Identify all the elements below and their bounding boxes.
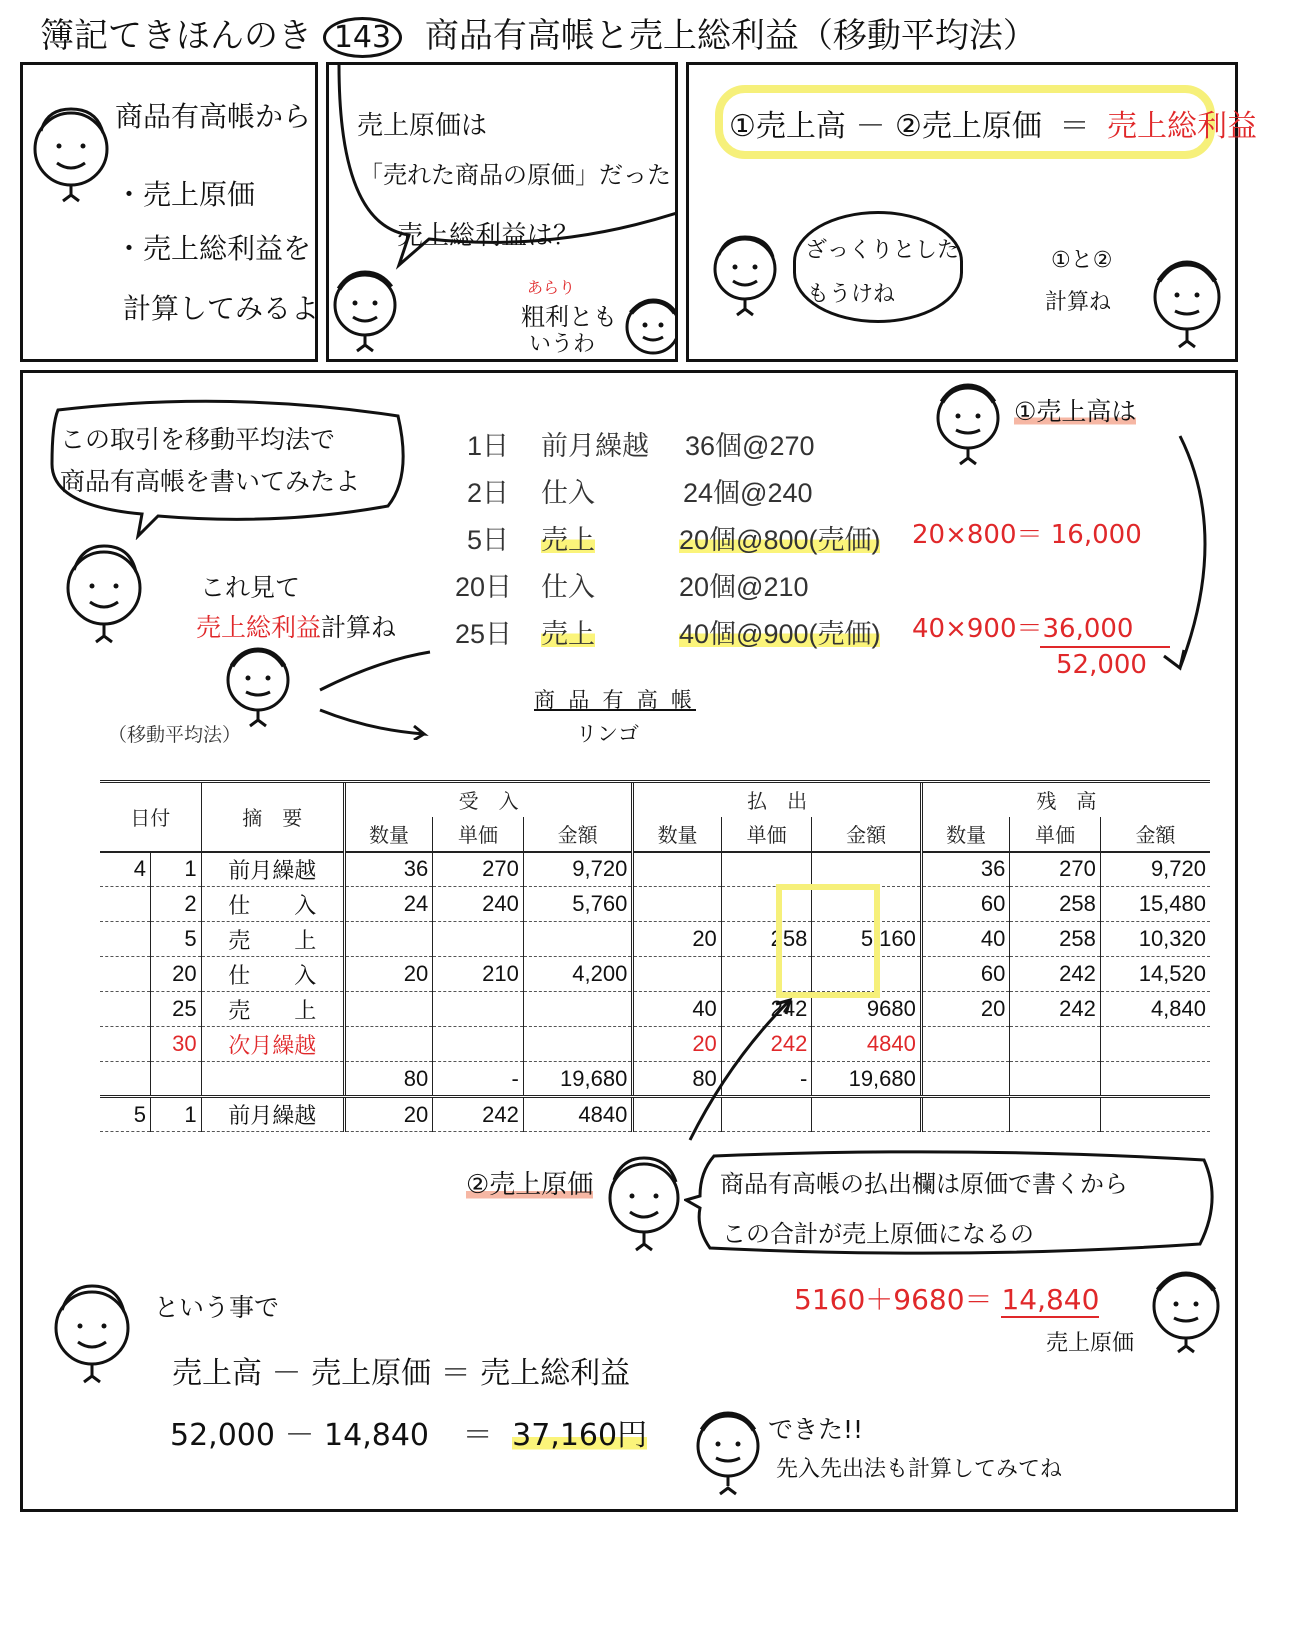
sales-label: ①売上高は <box>1014 397 1137 426</box>
cell-desc: 前月繰越 <box>201 1097 344 1132</box>
cell-oa: 4840 <box>812 1027 922 1062</box>
cell-bp <box>1010 1097 1101 1132</box>
table-row <box>100 887 1210 922</box>
header-date: 日付 <box>100 782 201 852</box>
cell-bq: 60 <box>921 957 1009 992</box>
tx-day: 25日 <box>455 619 513 649</box>
cost-arrow <box>680 990 800 1150</box>
series-name: 簿記てきほんのき <box>40 16 312 56</box>
cell-m <box>100 1027 151 1062</box>
ledger-method: （移動平均法） <box>108 725 242 746</box>
header-price: 単価 <box>1010 817 1101 852</box>
look-line1: これ見て <box>200 573 301 602</box>
cell-m <box>100 887 151 922</box>
conclusion-intro: という事で <box>154 1293 280 1322</box>
header-price: 単価 <box>433 817 524 852</box>
table-row <box>100 992 1210 1027</box>
formula-minus: － <box>855 109 886 144</box>
cell-ip: 270 <box>433 852 524 887</box>
cell-m <box>100 992 151 1027</box>
header-bal: 残 高 <box>921 782 1210 817</box>
next-text: 先入先出法も計算してみてね <box>776 1457 1063 1482</box>
cell-bp: 258 <box>1010 887 1101 922</box>
character-face <box>688 1408 768 1500</box>
conclusion-result: 37,160円 <box>512 1418 648 1453</box>
character-face <box>50 1280 140 1390</box>
tx-detail: 24個@240 <box>683 478 813 508</box>
cell-bq <box>921 1097 1009 1132</box>
cell-ip <box>433 1027 524 1062</box>
main-bubble-line2: 商品有高帳を書いてみたよ <box>60 467 361 496</box>
cell-d: 30 <box>151 1027 202 1062</box>
page-title <box>40 8 1037 57</box>
formula-result: 売上総利益 <box>1107 109 1257 144</box>
cell-oa: 9680 <box>812 992 922 1027</box>
transaction-row <box>455 565 905 605</box>
character-face <box>928 380 1008 470</box>
header-amt: 金額 <box>1100 817 1210 852</box>
cost-highlight-box <box>776 884 880 998</box>
look-tail: 計算ね <box>321 613 397 642</box>
cell-op: - <box>721 1062 812 1097</box>
cell-ia: 19,680 <box>523 1062 633 1097</box>
cell-oa <box>812 852 922 887</box>
panel3-bubble-line2: もうけね <box>807 282 896 307</box>
character-face <box>1147 255 1227 355</box>
cell-bq: 20 <box>921 992 1009 1027</box>
formula-line <box>729 101 1257 145</box>
cell-bq: 60 <box>921 887 1009 922</box>
character-face <box>709 231 785 321</box>
tx-day: 2日 <box>467 478 510 508</box>
cost-calc <box>794 1278 1099 1318</box>
cell-bp <box>1010 1027 1101 1062</box>
cell-ia: 4,200 <box>523 957 633 992</box>
cell-d: 25 <box>151 992 202 1027</box>
cell-ba: 15,480 <box>1100 887 1210 922</box>
tx-day: 1日 <box>467 431 510 461</box>
tx-detail: 20個@210 <box>679 572 809 602</box>
cell-ba: 9,720 <box>1100 852 1210 887</box>
panel1-bullet2: ・売上総利益を <box>115 232 312 265</box>
ledger-item: リンゴ <box>576 723 639 746</box>
formula-eq: ＝ <box>1059 109 1090 144</box>
tx-type: 仕入 <box>541 572 595 602</box>
cell-m: 4 <box>100 852 151 887</box>
conclusion-line2 <box>170 1410 647 1454</box>
main-bubble-line1: この取引を移動平均法で <box>60 425 336 454</box>
cell-oa: 19,680 <box>812 1062 922 1097</box>
tx-type: 仕入 <box>541 478 595 508</box>
tx-type: 売上 <box>541 518 595 557</box>
character-face <box>619 293 678 362</box>
header-qty: 数量 <box>921 817 1009 852</box>
episode-number: 143 <box>323 17 402 58</box>
cell-oa <box>812 1097 922 1132</box>
cell-iq: 20 <box>344 1097 432 1132</box>
cell-ip: - <box>433 1062 524 1097</box>
character-face <box>1144 1268 1228 1358</box>
table-row <box>100 1062 1210 1097</box>
transaction-row <box>455 518 905 558</box>
cell-oq: 20 <box>633 922 721 957</box>
table-row <box>100 1097 1210 1132</box>
cell-iq: 36 <box>344 852 432 887</box>
cost-calc-caption: 売上原価 <box>1046 1331 1135 1356</box>
cell-desc: 仕 入 <box>201 887 344 922</box>
look-line2 <box>196 608 396 644</box>
cell-ip: 242 <box>433 1097 524 1132</box>
cell-ip: 210 <box>433 957 524 992</box>
panel2-bubble-line1: 売上原価は <box>357 111 488 141</box>
cell-ip <box>433 922 524 957</box>
cell-d: 20 <box>151 957 202 992</box>
cell-desc <box>201 1062 344 1097</box>
transaction-row <box>455 471 905 511</box>
conclusion-eq: ＝ <box>462 1418 493 1453</box>
cell-bq: 40 <box>921 922 1009 957</box>
cost-calc-expr: 5160＋9680＝ <box>794 1283 993 1316</box>
header-in: 受 入 <box>344 782 633 817</box>
pointer-arrows <box>310 640 440 740</box>
cell-ia: 5,760 <box>523 887 633 922</box>
cell-oq <box>633 887 721 922</box>
cell-oa: 5,160 <box>812 922 922 957</box>
cell-bp: 242 <box>1010 957 1101 992</box>
header-qty: 数量 <box>633 817 721 852</box>
curved-arrow <box>1160 428 1220 678</box>
cell-ba <box>1100 1027 1210 1062</box>
table-row <box>100 957 1210 992</box>
formula-cost: ②売上原価 <box>895 109 1042 144</box>
cell-op: 258 <box>721 922 812 957</box>
header-amt: 金額 <box>812 817 922 852</box>
transaction-list <box>455 424 905 664</box>
formula-sales: ①売上高 <box>729 109 846 144</box>
character-face <box>218 644 298 730</box>
cost-label: ②売上原価 <box>466 1170 594 1200</box>
cell-desc: 仕 入 <box>201 957 344 992</box>
cell-d: 1 <box>151 1097 202 1132</box>
sales-calc-1: 20×800＝ 16,000 <box>912 520 1142 550</box>
panel-1 <box>20 62 318 362</box>
panel2-bubble-line2: 「売れた商品の原価」だった <box>359 161 671 189</box>
transaction-row <box>455 424 905 464</box>
cost-calc-result: 14,840 <box>1001 1283 1100 1316</box>
cell-bq <box>921 1062 1009 1097</box>
tx-day: 20日 <box>455 572 513 602</box>
table-row <box>100 1027 1210 1062</box>
sales-calc-2: 40×900＝36,000 <box>912 614 1134 644</box>
tx-detail: 36個@270 <box>685 431 815 461</box>
cell-bq: 36 <box>921 852 1009 887</box>
panel1-bullet1: ・売上原価 <box>115 178 256 211</box>
cell-desc: 売 上 <box>201 992 344 1027</box>
cell-bp: 258 <box>1010 922 1101 957</box>
cell-m: 5 <box>100 1097 151 1132</box>
cell-d: 5 <box>151 922 202 957</box>
cell-ia <box>523 922 633 957</box>
cell-ip <box>433 992 524 1027</box>
tx-detail: 40個@900(売価) <box>679 612 880 651</box>
episode-title: 商品有高帳と売上総利益（移動平均法） <box>424 16 1037 56</box>
table-row <box>100 922 1210 957</box>
character-face <box>62 538 152 648</box>
panel-2 <box>326 62 678 362</box>
cell-d <box>151 1062 202 1097</box>
ledger-title: 商 品 有 高 帳 <box>534 688 696 712</box>
cell-ip: 240 <box>433 887 524 922</box>
panel2-bubble-line3: 売上総利益は？ <box>397 221 580 251</box>
look-red: 売上総利益 <box>196 613 322 642</box>
cell-oq: 80 <box>633 1062 721 1097</box>
conclusion-calc: 52,000 － 14,840 <box>170 1418 430 1453</box>
cell-bp: 242 <box>1010 992 1101 1027</box>
cell-ba: 14,520 <box>1100 957 1210 992</box>
panel3-note-line2: 計算ね <box>1045 290 1112 315</box>
cell-m <box>100 1062 151 1097</box>
cell-ia: 4840 <box>523 1097 633 1132</box>
tx-detail: 20個@800(売価) <box>679 518 880 557</box>
panel-3 <box>686 62 1257 362</box>
tx-type: 前月繰越 <box>541 431 649 461</box>
cell-desc: 次月繰越 <box>201 1027 344 1062</box>
cell-m <box>100 922 151 957</box>
panel2-note-line1: 粗利とも <box>521 303 617 331</box>
header-qty: 数量 <box>344 817 432 852</box>
cell-desc: 前月繰越 <box>201 852 344 887</box>
cell-ba: 4,840 <box>1100 992 1210 1027</box>
transaction-row <box>455 612 905 652</box>
cell-iq: 20 <box>344 957 432 992</box>
sales-total: 52,000 <box>1056 650 1147 680</box>
cell-oq <box>633 957 721 992</box>
done-text: できた!! <box>768 1415 864 1444</box>
cell-ba <box>1100 1062 1210 1097</box>
cell-oq <box>633 852 721 887</box>
cell-oq: 40 <box>633 992 721 1027</box>
conclusion-line1: 売上高 － 売上原価 ＝ 売上総利益 <box>172 1356 631 1391</box>
character-face <box>331 263 401 359</box>
header-out: 払 出 <box>633 782 922 817</box>
inventory-ledger-table <box>100 780 1210 1132</box>
header-price: 単価 <box>721 817 812 852</box>
character-face <box>604 1150 688 1260</box>
header-amt: 金額 <box>523 817 633 852</box>
cell-iq: 24 <box>344 887 432 922</box>
panel1-line1: 商品有高帳から <box>115 100 312 133</box>
cell-m <box>100 957 151 992</box>
cell-bp <box>1010 1062 1101 1097</box>
panel1-line4: 計算してみるよ <box>123 292 320 325</box>
cell-oq: 20 <box>633 1027 721 1062</box>
cell-desc: 売 上 <box>201 922 344 957</box>
cell-ba: 10,320 <box>1100 922 1210 957</box>
cell-ba <box>1100 1097 1210 1132</box>
cell-ia <box>523 1027 633 1062</box>
panel2-note-line2: いうわ <box>529 332 596 357</box>
cell-ia: 9,720 <box>523 852 633 887</box>
cost-bubble-line2: この合計が売上原価になるの <box>722 1220 1034 1248</box>
cell-ia <box>523 992 633 1027</box>
character-face <box>31 101 117 211</box>
header-desc: 摘 要 <box>201 782 344 852</box>
panel2-note-small: あらり <box>527 278 576 297</box>
ledger-header-row <box>100 782 1210 817</box>
cell-d: 2 <box>151 887 202 922</box>
cell-iq <box>344 922 432 957</box>
cell-iq <box>344 1027 432 1062</box>
cell-bq <box>921 1027 1009 1062</box>
panel3-bubble-line1: ざっくりとした <box>805 238 960 263</box>
sales-sum-line <box>1040 646 1170 648</box>
tx-type: 売上 <box>541 612 595 651</box>
tx-day: 5日 <box>467 525 510 555</box>
cell-iq: 80 <box>344 1062 432 1097</box>
cost-bubble-line1: 商品有高帳の払出欄は原価で書くから <box>720 1170 1128 1198</box>
cell-bp: 270 <box>1010 852 1101 887</box>
cell-op <box>721 852 812 887</box>
panel3-note-line1: ①と② <box>1051 248 1113 273</box>
cell-d: 1 <box>151 852 202 887</box>
table-row <box>100 852 1210 887</box>
cell-iq <box>344 992 432 1027</box>
cell-op: 242 <box>721 992 812 1027</box>
cell-op: 242 <box>721 1027 812 1062</box>
